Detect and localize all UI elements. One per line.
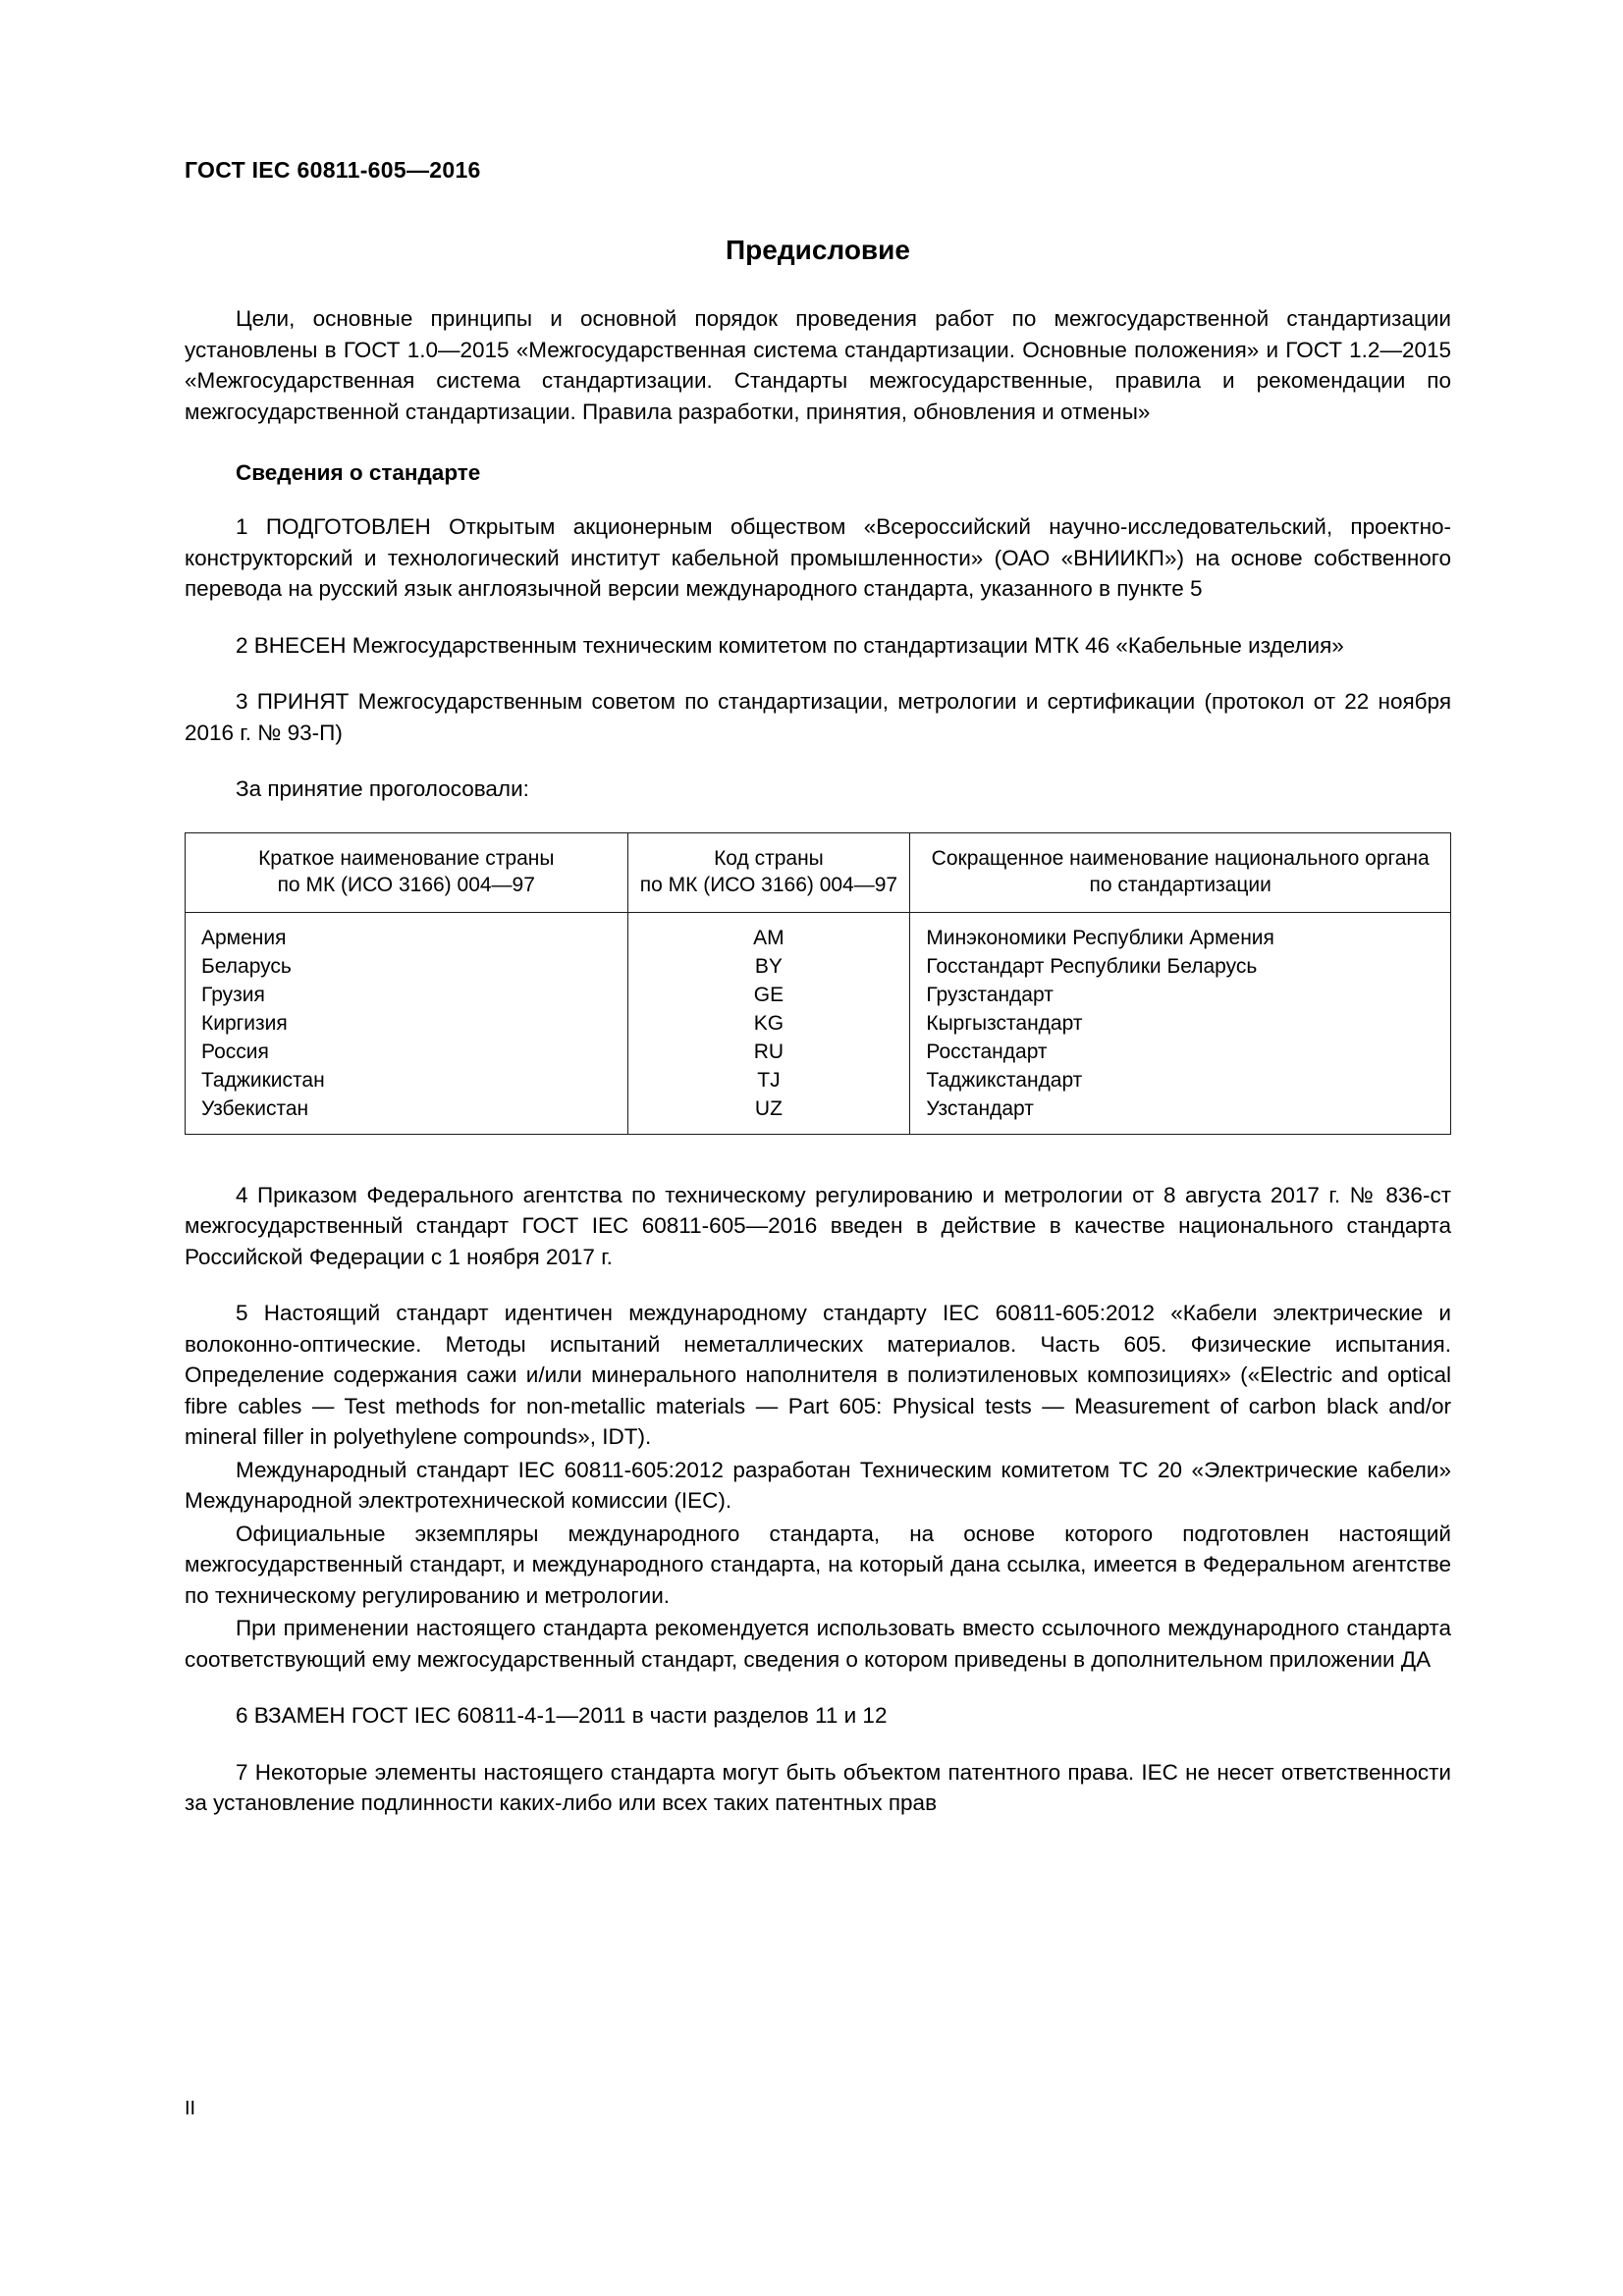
list-item: TJ — [757, 1068, 781, 1092]
table-header-row — [186, 832, 1451, 912]
cell-bodies — [910, 912, 1451, 1134]
column-header-code — [627, 832, 910, 912]
column-header-body — [910, 832, 1451, 912]
list-item: Кыргызстандарт — [926, 1011, 1083, 1035]
page-title: Предисловие — [726, 235, 910, 265]
list-item: Россия — [201, 1040, 269, 1063]
clause-3: 3 ПРИНЯТ Межгосударственным советом по стандартизации, метрологии и сертификации (протокол от 22 ноября 2016 г. № 93-П) — [185, 689, 1451, 745]
voting-countries-table — [185, 832, 1451, 1135]
cell-countries — [186, 912, 628, 1134]
clause-5: 5 Настоящий стандарт идентичен международному стандарту IEC 60811-605:2012 «Кабели электрические и волоконно-оптические. Методы испытаний неметаллических материалов. Часть 605. Физические испытания. Определение содержания сажи и/или минерального наполнителя в полиэтиленовых композициях» («Electric and optical fibre cables — Test methods for non-metallic materials — Part 605: Physical tests — Measurement of carbon black and/or mineral filler in polyethylene compounds», IDT). — [185, 1301, 1451, 1449]
bodies-list — [910, 913, 1450, 1134]
list-item: GE — [753, 983, 784, 1006]
intro-paragraph: Цели, основные принципы и основной порядок проведения работ по межгосударственной стандартизации установлены в ГОСТ 1.0—2015 «Межгосударственная система стандартизации. Основные положения» и ГОСТ 1.2—2015 «Межгосударственная система стандартизации. Стандарты межгосударственные, правила и рекомендации по межгосударственной стандартизации. Правила разработки, принятия, обновления и отмены» — [185, 306, 1451, 424]
section-heading-standard-info: Сведения о стандарте — [236, 460, 481, 485]
column-header-country-line1: Краткое наименование страны — [258, 846, 555, 870]
column-header-body-line1: Сокращенное наименование национального органа — [931, 846, 1430, 870]
list-item: KG — [753, 1011, 784, 1035]
list-item: Грузстандарт — [926, 983, 1054, 1006]
clause-6: 6 ВЗАМЕН ГОСТ IEC 60811-4-1—2011 в части разделов 11 и 12 — [236, 1703, 888, 1728]
page-number: II — [185, 2098, 196, 2119]
column-header-code-line2: по МК (ИСО 3166) 004—97 — [639, 873, 898, 896]
list-item: Таджикстандарт — [926, 1068, 1083, 1092]
list-item: Армения — [201, 926, 287, 949]
clause-4: 4 Приказом Федерального агентства по техническому регулированию и метрологии от 8 августа 2017 г. № 836-ст межгосударственный стандарт ГОСТ IEC 60811-605—2016 введен в действие в качестве национального стандарта Российской Федерации с 1 ноября 2017 г. — [185, 1182, 1451, 1269]
list-item: UZ — [754, 1096, 783, 1120]
countries-list — [186, 913, 627, 1134]
clause-5-paragraph-4: При применении настоящего стандарта рекомендуется использовать вместо ссылочного международного стандарта соответствующий ему межгосударственный стандарт, сведения о котором приведены в дополнительном приложении ДА — [185, 1616, 1451, 1672]
table-row — [186, 912, 1451, 1134]
list-item: BY — [754, 954, 783, 978]
clause-1: 1 ПОДГОТОВЛЕН Открытым акционерным обществом «Всероссийский научно-исследовательский, проектно-конструкторский и технологический институт кабельной промышленности» (ОАО «ВНИИКП») на основе собственного перевода на русский язык англоязычной версии международного стандарта, указанного в пункте 5 — [185, 514, 1451, 601]
list-item: Таджикистан — [201, 1068, 325, 1092]
column-header-body-line2: по стандартизации — [1089, 873, 1271, 896]
column-header-country — [186, 832, 628, 912]
table-header — [186, 832, 1451, 912]
column-header-code-line1: Код страны — [714, 846, 824, 870]
clause-7: 7 Некоторые элементы настоящего стандарта могут быть объектом патентного права. IEC не несет ответственности за установление подлинности каких-либо или всех таких патентных прав — [185, 1759, 1451, 1815]
clause-2: 2 ВНЕСЕН Межгосударственным техническим комитетом по стандартизации МТК 46 «Кабельные изделия» — [236, 632, 1344, 658]
document-standard-number: ГОСТ IEC 60811-605—2016 — [185, 157, 481, 183]
vote-intro-line: За принятие проголосовали: — [236, 776, 529, 801]
table-body — [186, 912, 1451, 1134]
page-content — [185, 157, 1451, 1819]
list-item: Беларусь — [201, 954, 292, 978]
cell-codes — [627, 912, 910, 1134]
list-item: Минэкономики Республики Армения — [926, 926, 1274, 949]
list-item: Грузия — [201, 983, 265, 1006]
list-item: Узстандарт — [926, 1096, 1034, 1120]
column-header-country-line2: по МК (ИСО 3166) 004—97 — [277, 873, 535, 896]
codes-list — [628, 913, 910, 1134]
list-item: RU — [753, 1040, 784, 1063]
list-item: Киргизия — [201, 1011, 288, 1035]
clause-5-paragraph-3: Официальные экземпляры международного стандарта, на основе которого подготовлен настоящий межгосударственный стандарт, и международного стандарта, на который дана ссылка, имеется в Федеральном агентстве по техническому регулированию и метрологии. — [185, 1521, 1451, 1608]
list-item: AM — [753, 926, 784, 949]
clause-5-paragraph-2: Международный стандарт IEC 60811-605:2012 разработан Техническим комитетом ТС 20 «Электрические кабели» Международной электротехнической комиссии (IEC). — [185, 1457, 1451, 1513]
list-item: Росстандарт — [926, 1040, 1048, 1063]
list-item: Госстандарт Республики Беларусь — [926, 954, 1258, 978]
list-item: Узбекистан — [201, 1096, 309, 1120]
